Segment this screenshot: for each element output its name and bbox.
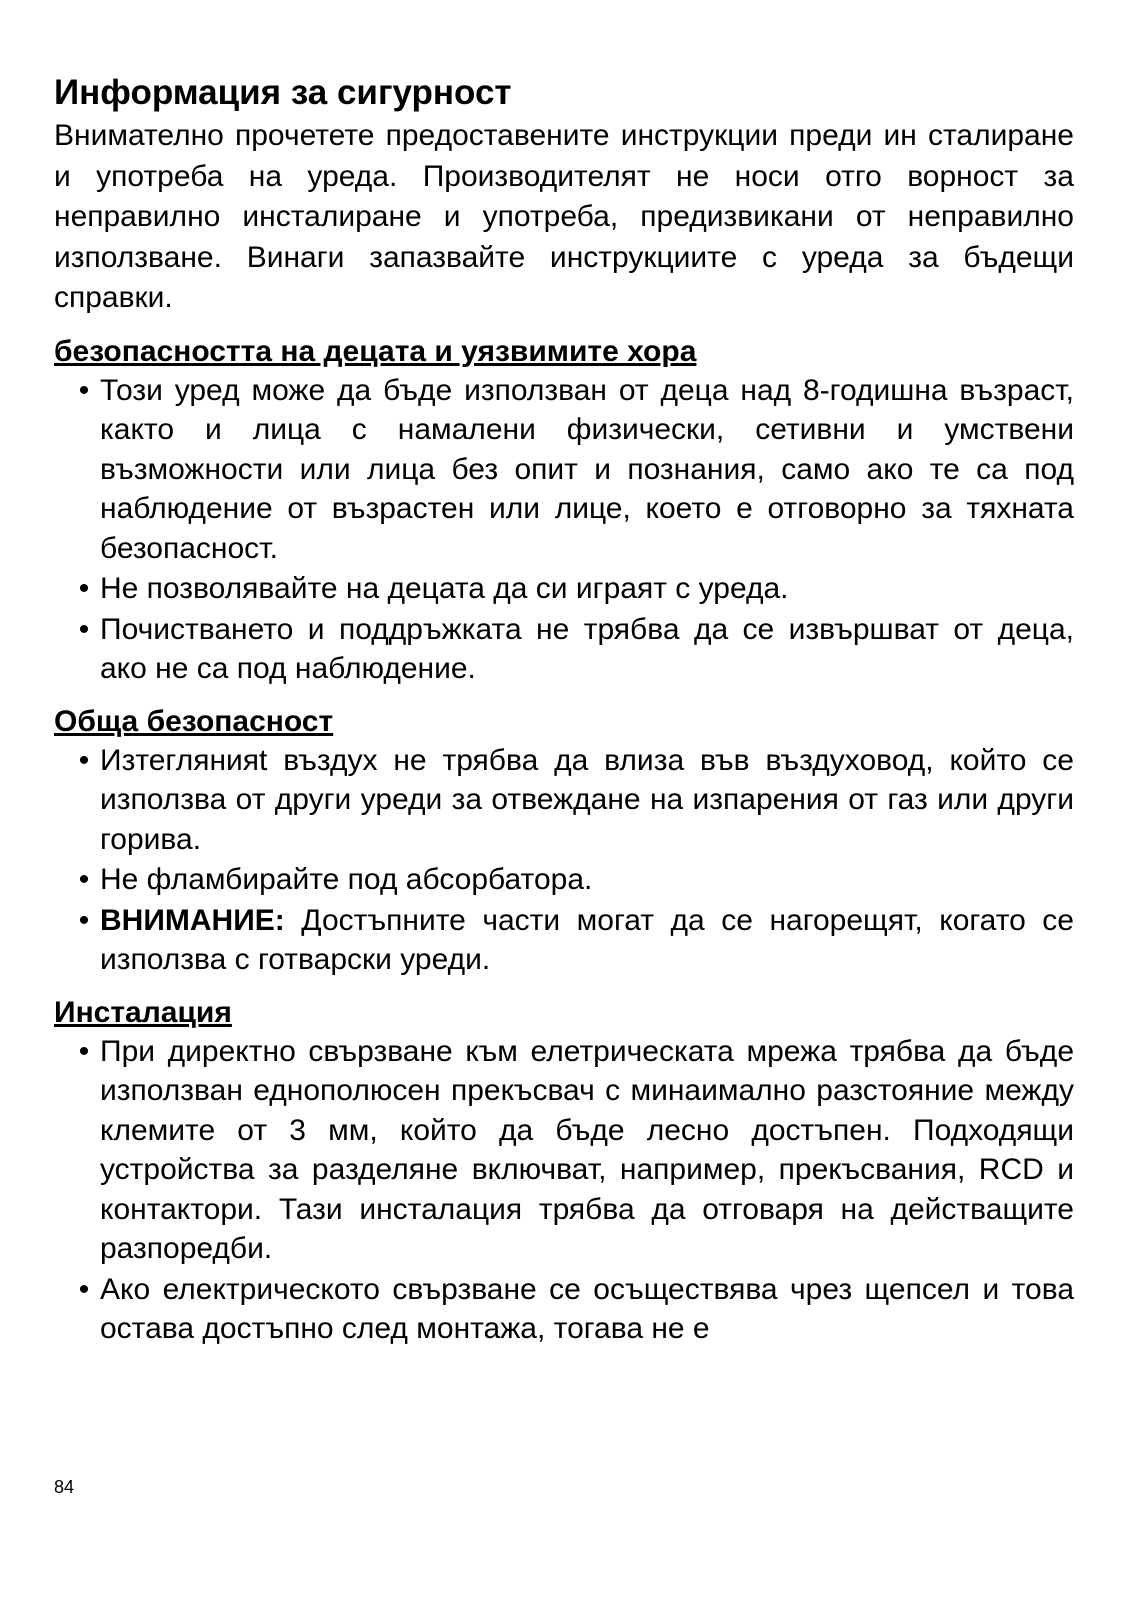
bullet-icon: • [78, 373, 90, 407]
section-heading-installation: Инсталация [54, 995, 232, 1029]
section-heading-general-safety: Обща безопасност [54, 704, 334, 738]
list-item [78, 860, 1074, 900]
list-item [78, 1032, 1074, 1269]
bullet-icon: • [78, 863, 90, 896]
bullet-icon: • [78, 572, 90, 605]
list-item-text: Изтеглянияt въздух не трябва да влиза във въздуховод, който се използва от други уреди за отвеждане на изпарения от газ или други горива. [100, 743, 1074, 856]
bullet-icon: • [78, 903, 90, 937]
bullet-list-children-safety [54, 371, 1074, 689]
list-item [78, 371, 1074, 569]
warning-label: ВНИМАНИЕ: [100, 903, 285, 937]
bullet-icon: • [78, 1272, 90, 1306]
list-item-text: При директно свързване към елетрическата мрежа трябва да бъде използван еднополюсен прекъсвач с минаимално разстояние между клемите от 3 мм, който да бъде лесно достъпен. Подходящи устройства за разделяне включват, например, прекъсвания, RCD и контактори. Тази инсталация трябва да отговаря на действащите разпоредби. [100, 1034, 1074, 1265]
list-item [78, 741, 1074, 860]
bullet-list-general-safety [54, 741, 1074, 980]
list-item-text: Този уред може да бъде използван от деца над 8-годишна възраст, както и лица с намалени физически, сетивни и умствени възможности или лица без опит и познания, само ако те са под наблюдение от възрастен или лице, което е отговорно за тяхната безопасност. [100, 373, 1074, 565]
bullet-icon: • [78, 743, 90, 777]
bullet-icon: • [78, 612, 90, 646]
section-heading-children-safety: безопасността на децата и уязвимите хора [54, 334, 697, 368]
intro-paragraph: Внимателно прочетете предоставените инструкции преди ин сталиране и употреба на уреда. Производителят не носи отго ворност за неправилно инсталиране и употреба, предизвикани от неправилно използване. Винаги запазвайте инструкциите с уреда за бъдещи справки. [54, 119, 1074, 314]
warning-item [78, 901, 1074, 980]
list-item-text: Ако електрическото свързване се осъществява чрез щепсел и това остава достъпно след монтажа, тогава не е [100, 1272, 1074, 1345]
list-item-text: Не позволявайте на децата да си играят с уреда. [100, 572, 789, 605]
bullet-icon: • [78, 1034, 90, 1068]
list-item-text: Не фламбирайте под абсорбатора. [100, 863, 593, 896]
warning-text: Достъпните части могат да се нагорещят, когато се използва с готварски уреди. [100, 903, 1074, 976]
page-number: 84 [54, 1477, 75, 1497]
list-item-text: Почистването и поддръжката не трябва да се извършват от деца, ако не са под наблюдение. [100, 612, 1074, 685]
document-page [54, 70, 1074, 1349]
bullet-list-installation [54, 1032, 1074, 1349]
list-item [78, 610, 1074, 689]
list-item [78, 569, 1074, 609]
list-item [78, 1270, 1074, 1349]
page-title: Информация за сигурност [54, 73, 512, 112]
